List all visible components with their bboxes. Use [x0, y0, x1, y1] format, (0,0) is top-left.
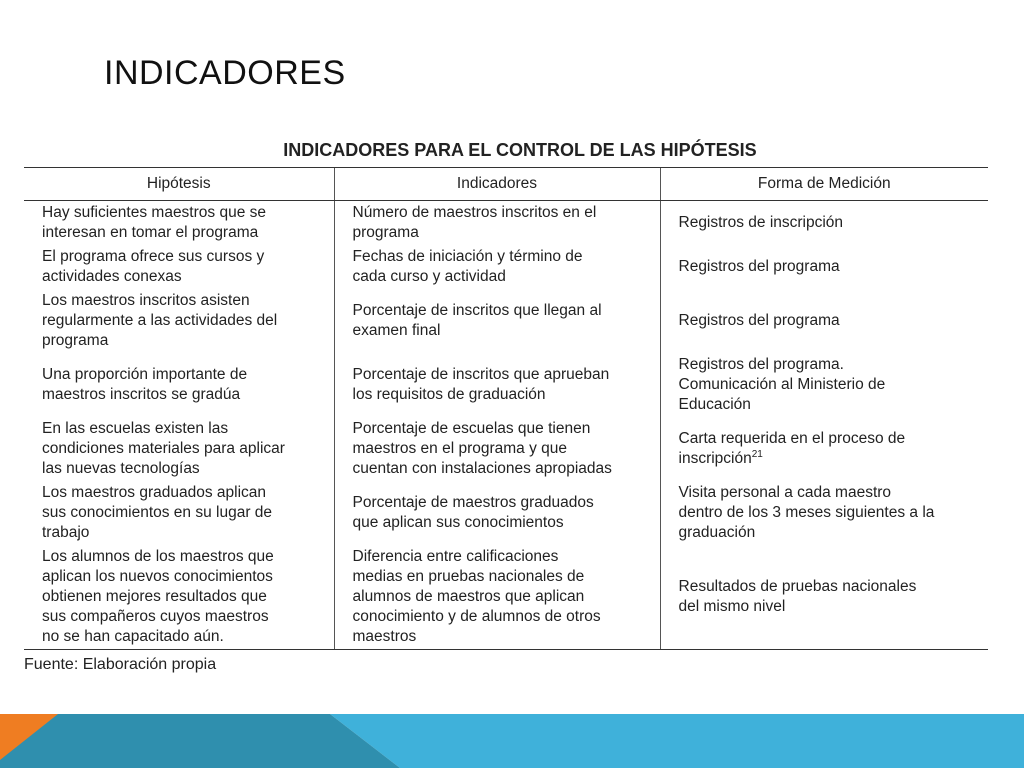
footer-teal-band	[0, 714, 400, 768]
cell-line: Porcentaje de escuelas que tienen	[352, 420, 591, 437]
cell-line: Registros del programa	[678, 258, 840, 275]
cell-line: Porcentaje de inscritos que aprueban	[352, 366, 610, 383]
cell-line: medias en pruebas nacionales de	[352, 568, 585, 585]
hypothesis-cell	[24, 289, 334, 353]
measurement-cell	[660, 245, 988, 289]
cell-line: las nuevas tecnologías	[42, 460, 200, 477]
cell-line: sus compañeros cuyos maestros	[42, 608, 269, 625]
cell-line: trabajo	[42, 524, 90, 541]
cell-line: conocimiento y de alumnos de otros	[352, 608, 601, 625]
table-row	[24, 481, 988, 545]
table-row	[24, 417, 988, 481]
hypothesis-cell	[24, 545, 334, 650]
cell-line: maestros en el programa y que	[352, 440, 568, 457]
cell-line: condiciones materiales para aplicar	[42, 440, 285, 457]
column-header-measurement: Forma de Medición	[660, 168, 988, 201]
cell-line: El programa ofrece sus cursos y	[42, 248, 265, 265]
table-header-row	[24, 168, 988, 201]
cell-line: que aplican sus conocimientos	[352, 514, 564, 531]
measurement-cell	[660, 481, 988, 545]
measurement-cell	[660, 201, 988, 246]
table-row	[24, 289, 988, 353]
document-title: INDICADORES PARA EL CONTROL DE LAS HIPÓTESIS	[283, 140, 757, 160]
cell-line: Carta requerida en el proceso de	[678, 430, 906, 447]
cell-line: Número de maestros inscritos en el	[352, 204, 597, 221]
indicator-cell	[334, 201, 660, 246]
cell-line: programa	[352, 224, 419, 241]
hypothesis-cell	[24, 481, 334, 545]
cell-line: aplican los nuevos conocimientos	[42, 568, 273, 585]
column-header-hypothesis: Hipótesis	[24, 168, 334, 201]
cell-line: maestros inscritos se gradúa	[42, 386, 241, 403]
cell-line: sus conocimientos en su lugar de	[42, 504, 273, 521]
table-row	[24, 201, 988, 246]
measurement-cell	[660, 545, 988, 650]
cell-line: cada curso y actividad	[352, 268, 506, 285]
cell-line: dentro de los 3 meses siguientes a la	[678, 504, 935, 521]
cell-line: no se han capacitado aún.	[42, 628, 224, 645]
cell-line: maestros	[352, 628, 417, 645]
table-body	[24, 201, 988, 650]
indicator-cell	[334, 289, 660, 353]
cell-line: En las escuelas existen las	[42, 420, 229, 437]
cell-line: inscripción	[678, 450, 752, 467]
cell-line: del mismo nivel	[678, 598, 786, 615]
cell-line: Hay suficientes maestros que se	[42, 204, 266, 221]
indicator-cell	[334, 245, 660, 289]
indicator-cell	[334, 417, 660, 481]
footnote-marker: 21	[751, 449, 763, 460]
cell-line: Los alumnos de los maestros que	[42, 548, 274, 565]
table-row	[24, 545, 988, 650]
cell-line: Resultados de pruebas nacionales	[678, 578, 917, 595]
hypothesis-cell	[24, 353, 334, 417]
hypothesis-cell	[24, 417, 334, 481]
measurement-cell	[660, 353, 988, 417]
cell-line: alumnos de maestros que aplican	[352, 588, 585, 605]
cell-line: actividades conexas	[42, 268, 182, 285]
measurement-cell	[660, 417, 988, 481]
indicator-cell	[334, 353, 660, 417]
measurement-cell	[660, 289, 988, 353]
cell-line: Los maestros graduados aplican	[42, 484, 267, 501]
cell-line: examen final	[352, 322, 441, 339]
indicator-cell	[334, 545, 660, 650]
cell-line: obtienen mejores resultados que	[42, 588, 267, 605]
column-header-indicators: Indicadores	[334, 168, 660, 201]
cell-line: Educación	[678, 396, 751, 413]
cell-line: Comunicación al Ministerio de	[678, 376, 886, 393]
cell-line: Fechas de iniciación y término de	[352, 248, 583, 265]
hypothesis-cell	[24, 201, 334, 246]
cell-line: Registros de inscripción	[678, 214, 844, 231]
cell-line: cuentan con instalaciones apropiadas	[352, 460, 612, 477]
hypothesis-cell	[24, 245, 334, 289]
cell-line: Porcentaje de maestros graduados	[352, 494, 594, 511]
footer-blue-band	[330, 714, 1024, 768]
cell-line: Diferencia entre calificaciones	[352, 548, 559, 565]
table-row	[24, 353, 988, 417]
cell-line: interesan en tomar el programa	[42, 224, 259, 241]
cell-line: Porcentaje de inscritos que llegan al	[352, 302, 602, 319]
cell-line: programa	[42, 332, 109, 349]
cell-line: graduación	[678, 524, 756, 541]
cell-line: Una proporción importante de	[42, 366, 248, 383]
indicators-table	[24, 167, 988, 650]
indicator-cell	[334, 481, 660, 545]
cell-line: Registros del programa.	[678, 356, 844, 373]
cell-line: Los maestros inscritos asisten	[42, 292, 250, 309]
footer-decoration	[0, 714, 1024, 768]
source-note: Fuente: Elaboración propia	[24, 656, 217, 673]
cell-line: regularmente a las actividades del	[42, 312, 278, 329]
cell-line: Visita personal a cada maestro	[678, 484, 892, 501]
indicators-document	[24, 140, 988, 674]
cell-line: los requisitos de graduación	[352, 386, 546, 403]
cell-line: Registros del programa	[678, 312, 840, 329]
table-row	[24, 245, 988, 289]
slide-title: INDICADORES	[104, 54, 346, 92]
